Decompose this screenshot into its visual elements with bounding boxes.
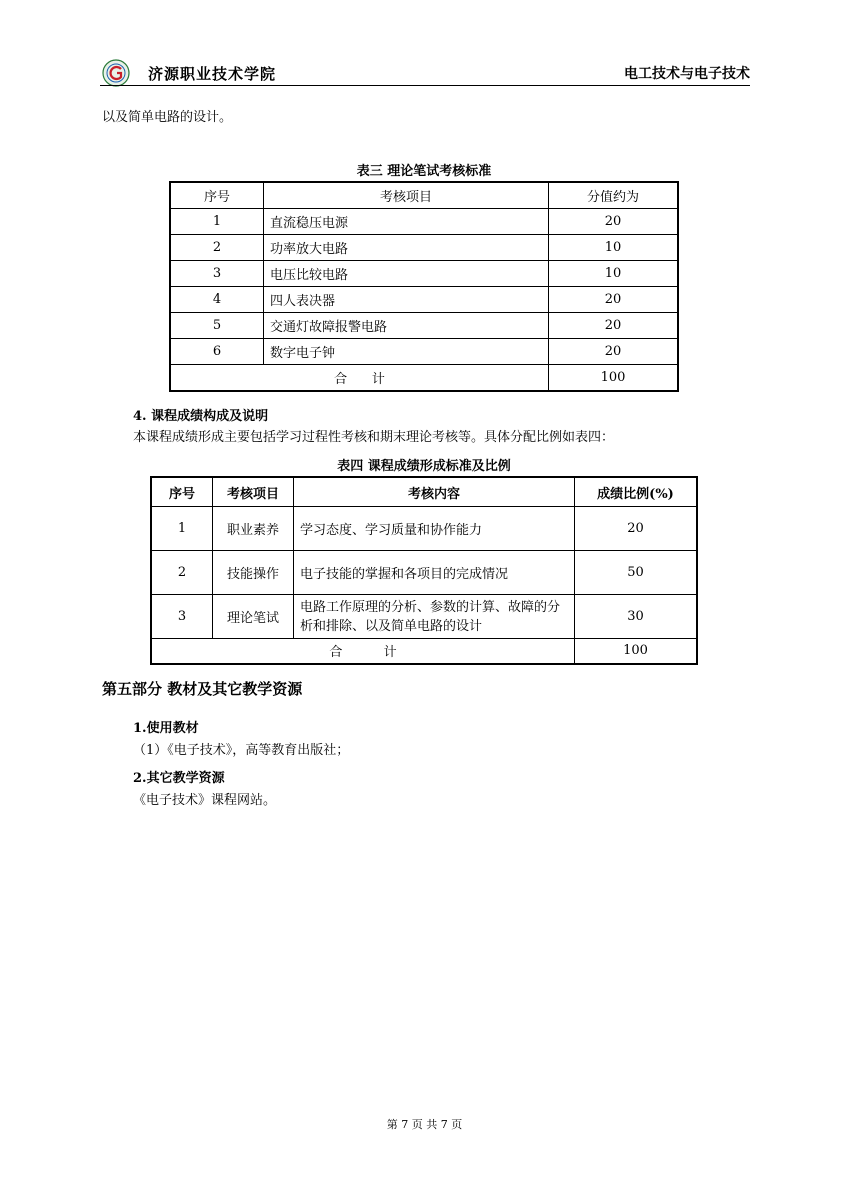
total-label: 合 计	[151, 639, 575, 664]
table-cell: 3	[170, 261, 264, 287]
table-cell: 20	[575, 507, 698, 551]
table-cell: 数字电子钟	[264, 339, 549, 365]
table-cell: 1	[151, 507, 213, 551]
table-row	[151, 595, 697, 639]
table-cell: 1	[170, 209, 264, 235]
table-cell: 理论笔试	[213, 595, 294, 639]
table-header-cell: 序号	[151, 477, 213, 507]
table-cell: 电路工作原理的分析、参数的计算、故障的分析和排除、以及简单电路的设计	[294, 595, 575, 639]
section4-heading: 4. 课程成绩构成及说明	[133, 409, 269, 424]
part5-sub1: 1.使用教材	[133, 721, 199, 736]
table-row	[170, 209, 678, 235]
table3	[169, 181, 679, 392]
table-cell: 20	[549, 287, 679, 313]
section4-text: 本课程成绩形成主要包括学习过程性考核和期末理论考核等。具体分配比例如表四：	[133, 430, 615, 445]
header-rule	[100, 85, 750, 86]
school-emblem-icon	[102, 59, 130, 87]
table-row	[151, 507, 697, 551]
course-name: 电工技术与电子技术	[624, 66, 750, 82]
total-value: 100	[575, 639, 698, 664]
table-row	[170, 261, 678, 287]
table-cell: 30	[575, 595, 698, 639]
table-cell: 交通灯故障报警电路	[264, 313, 549, 339]
table-cell: 功率放大电路	[264, 235, 549, 261]
intro-line: 以及简单电路的设计。	[102, 110, 233, 125]
table-cell: 3	[151, 595, 213, 639]
table-row	[151, 551, 697, 595]
table-cell: 电子技能的掌握和各项目的完成情况	[294, 551, 575, 595]
table-cell: 6	[170, 339, 264, 365]
table-header-cell: 考核项目	[264, 182, 549, 209]
table-cell: 50	[575, 551, 698, 595]
table-header-cell: 考核项目	[213, 477, 294, 507]
school-name: 济源职业技术学院	[148, 65, 277, 83]
table4	[150, 476, 698, 665]
table-row	[170, 287, 678, 313]
table-cell: 直流稳压电源	[264, 209, 549, 235]
table-row	[170, 235, 678, 261]
table-total-row	[170, 365, 678, 392]
table-header-row	[151, 477, 697, 507]
table-header-cell: 考核内容	[294, 477, 575, 507]
table-cell: 4	[170, 287, 264, 313]
table-header-cell: 分值约为	[549, 182, 679, 209]
table-cell: 2	[170, 235, 264, 261]
table3-caption: 表三 理论笔试考核标准	[356, 164, 492, 179]
table-cell: 职业素养	[213, 507, 294, 551]
page-header	[102, 55, 750, 87]
table-row	[170, 313, 678, 339]
table-cell: 电压比较电路	[264, 261, 549, 287]
table-cell: 学习态度、学习质量和协作能力	[294, 507, 575, 551]
table-cell: 四人表决器	[264, 287, 549, 313]
total-label: 合 计	[170, 365, 549, 392]
table-cell: 10	[549, 235, 679, 261]
part5-item1: （1）《电子技术》，高等教育出版社；	[133, 743, 350, 758]
page-number: 第 7 页 共 7 页	[386, 1118, 463, 1131]
part5-heading: 第五部分 教材及其它教学资源	[102, 680, 303, 698]
table-cell: 20	[549, 209, 679, 235]
part5-sub2: 2.其它教学资源	[133, 771, 225, 786]
table-cell: 20	[549, 313, 679, 339]
table-header-cell: 序号	[170, 182, 264, 209]
table-cell: 20	[549, 339, 679, 365]
table-cell: 2	[151, 551, 213, 595]
table4-caption: 表四 课程成绩形成标准及比例	[337, 459, 511, 474]
table-row	[170, 339, 678, 365]
table-header-cell: 成绩比例(%)	[575, 477, 698, 507]
table-cell: 10	[549, 261, 679, 287]
total-value: 100	[549, 365, 679, 392]
part5-item2: 《电子技术》课程网站。	[133, 793, 277, 808]
table-cell: 技能操作	[213, 551, 294, 595]
table-cell: 5	[170, 313, 264, 339]
table-total-row	[151, 639, 697, 664]
table-header-row	[170, 182, 678, 209]
